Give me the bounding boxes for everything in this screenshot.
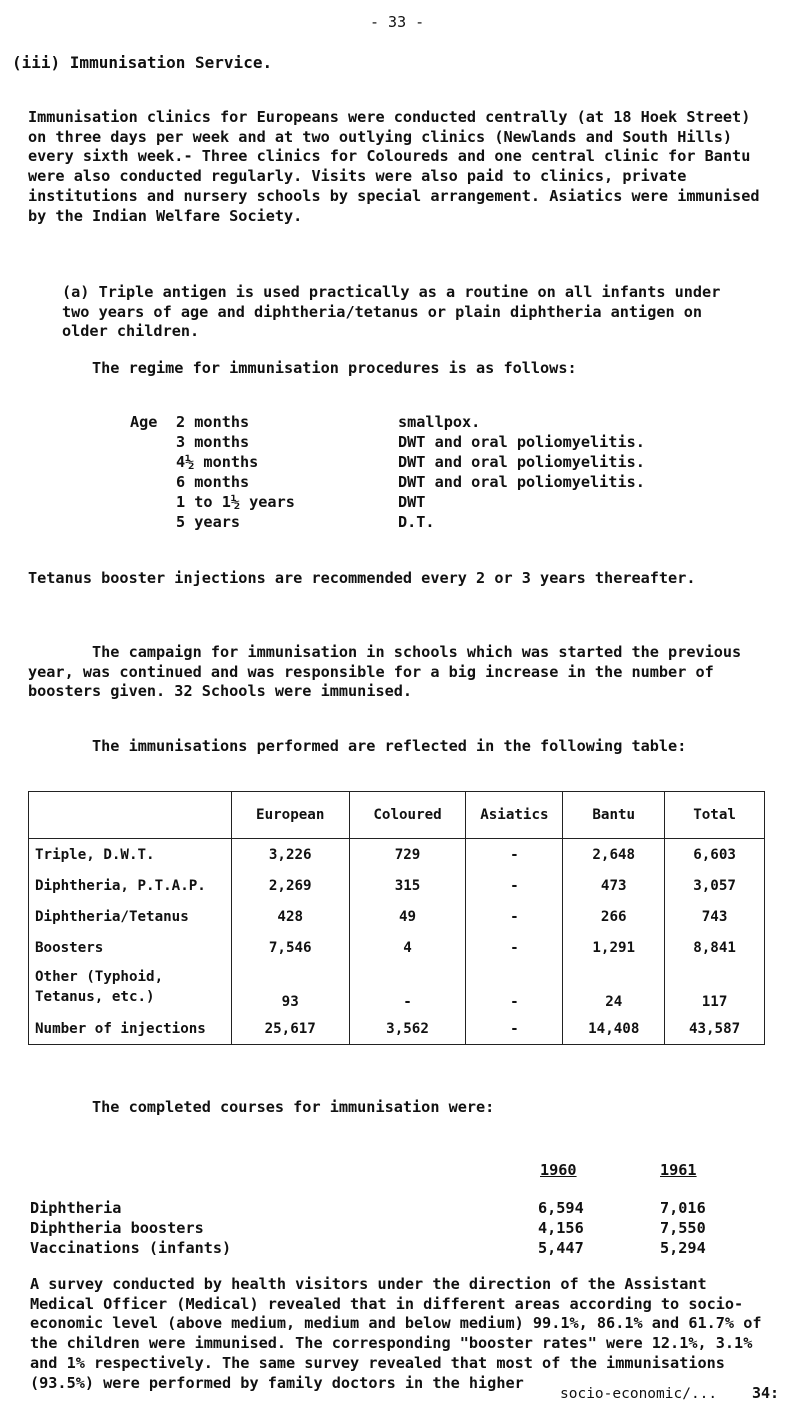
tetanus-note: Tetanus booster injections are recommended every 2 or 3 years thereafter. — [28, 569, 696, 587]
table-cell: - — [466, 963, 563, 1013]
table-cell: 428 — [231, 901, 349, 932]
table-header-cell: Total — [665, 792, 765, 839]
intro-paragraph: Immunisation clinics for Europeans were conducted centrally (at 18 Hoek Street) on three days per week and at two outlying clinics (Newlands and South Hills) every sixth week.- Three clinics for Coloureds and one central clinic for Bantu were also conducted regularly. Visits were also paid to clinics, private institutions and nursery schools by special arrangement. Asiatics were immunised by the Indian Welfare Society. — [28, 108, 760, 225]
campaign-paragraph: The campaign for immunisation in schools which was started the previous year, was continued and was responsible for a big increase in the number of boosters given. 32 Schools were immunised. — [28, 643, 742, 701]
table-cell: 2,648 — [563, 839, 665, 871]
year-heading: 1960 — [540, 1161, 577, 1179]
continuation-note: socio-economic/... — [560, 1386, 718, 1402]
table-intro: The immunisations performed are reflected in the following table: — [92, 737, 687, 755]
table-header-cell: European — [231, 792, 349, 839]
item-a: (a) Triple antigen is used practically as a routine on all infants under two years of age and diphtheria/tetanus or plain diphtheria antigen on older children. — [62, 283, 721, 340]
course-value: 6,594 — [538, 1199, 584, 1217]
course-value: 4,156 — [538, 1219, 584, 1237]
table-cell: 2,269 — [231, 870, 349, 901]
survey-paragraph: A survey conducted by health visitors under the direction of the Assistant Medical Officer (Medical) revealed that in different areas according to socio-economic level (above medium, medium and below medium) 99.1%, 86.1% and 61.7% of the children were immunised. The corresponding "booster rates" were 12.1%, 3.1% and 1% respectively. The same survey revealed that most of the immunisations (93.5%) were performed by family doctors in the higher — [30, 1275, 762, 1392]
table-cell: 25,617 — [231, 1013, 349, 1045]
regime-age-label: Age — [130, 413, 158, 431]
table-cell: - — [466, 839, 563, 871]
row-label: Diphtheria/Tetanus — [35, 908, 189, 925]
table-header-cell: Asiatics — [466, 792, 563, 839]
regime-procedure: DWT — [398, 493, 426, 511]
table-cell: 8,841 — [665, 932, 765, 963]
course-label: Diphtheria boosters — [30, 1219, 204, 1237]
table-cell: - — [466, 1013, 563, 1045]
table-cell: 266 — [563, 901, 665, 932]
table-cell: 43,587 — [665, 1013, 765, 1045]
course-value: 5,294 — [660, 1239, 706, 1257]
table-row — [29, 963, 765, 1013]
regime-age: 5 years — [176, 513, 241, 531]
page-number: - 33 - — [370, 13, 425, 31]
table-header-cell: Coloured — [349, 792, 466, 839]
regime-procedure: smallpox. — [398, 413, 481, 431]
regime-procedure: DWT and oral poliomyelitis. — [398, 453, 645, 471]
table-cell: 117 — [665, 963, 765, 1013]
table-cell: 3,562 — [349, 1013, 466, 1045]
table-cell: - — [466, 932, 563, 963]
row-label: Triple, D.W.T. — [35, 846, 155, 863]
table-cell: - — [466, 870, 563, 901]
table-cell: 4 — [349, 932, 466, 963]
table-row — [29, 901, 765, 932]
table-cell: 24 — [563, 963, 665, 1013]
table-header-cell — [29, 792, 232, 839]
course-value: 7,016 — [660, 1199, 706, 1217]
row-label: Number of injections — [35, 1020, 206, 1037]
row-label: Boosters — [35, 939, 104, 956]
table-header-cell: Bantu — [563, 792, 665, 839]
regime-procedure: DWT and oral poliomyelitis. — [398, 473, 645, 491]
regime-procedure: DWT and oral poliomyelitis. — [398, 433, 645, 451]
table-cell: - — [466, 901, 563, 932]
year-heading: 1961 — [660, 1161, 697, 1179]
table-cell: 93 — [231, 963, 349, 1013]
regime-age: 6 months — [176, 473, 250, 491]
next-page-number: 34: — [752, 1384, 780, 1402]
regime-age: 1 to 1½ years — [176, 493, 295, 511]
regime-age: 3 months — [176, 433, 250, 451]
table-cell: 743 — [665, 901, 765, 932]
table-cell: 14,408 — [563, 1013, 665, 1045]
table-cell: 1,291 — [563, 932, 665, 963]
course-label: Diphtheria — [30, 1199, 122, 1217]
table-cell: 3,057 — [665, 870, 765, 901]
course-value: 7,550 — [660, 1219, 706, 1237]
table-row — [29, 839, 765, 871]
regime-age: 2 months — [176, 413, 250, 431]
courses-intro: The completed courses for immunisation were: — [92, 1098, 495, 1116]
table-cell: 6,603 — [665, 839, 765, 871]
row-label: Other (Typhoid, Tetanus, etc.) — [35, 969, 164, 1005]
table-row — [29, 870, 765, 901]
course-value: 5,447 — [538, 1239, 584, 1257]
regime-procedure: D.T. — [398, 513, 435, 531]
row-label: Diphtheria, P.T.A.P. — [35, 877, 206, 894]
table-row — [29, 932, 765, 963]
regime-age: 4½ months — [176, 453, 259, 471]
table-cell: 7,546 — [231, 932, 349, 963]
table-cell: 49 — [349, 901, 466, 932]
table-row — [29, 1013, 765, 1045]
table-cell: 473 — [563, 870, 665, 901]
section-heading: (iii) Immunisation Service. — [12, 53, 273, 72]
table-cell: - — [349, 963, 466, 1013]
course-label: Vaccinations (infants) — [30, 1239, 232, 1257]
table-cell: 315 — [349, 870, 466, 901]
immunisation-table — [28, 791, 765, 1045]
regime-intro: The regime for immunisation procedures is as follows: — [92, 359, 577, 377]
table-header-row — [29, 792, 765, 839]
table-cell: 729 — [349, 839, 466, 871]
table-cell: 3,226 — [231, 839, 349, 871]
